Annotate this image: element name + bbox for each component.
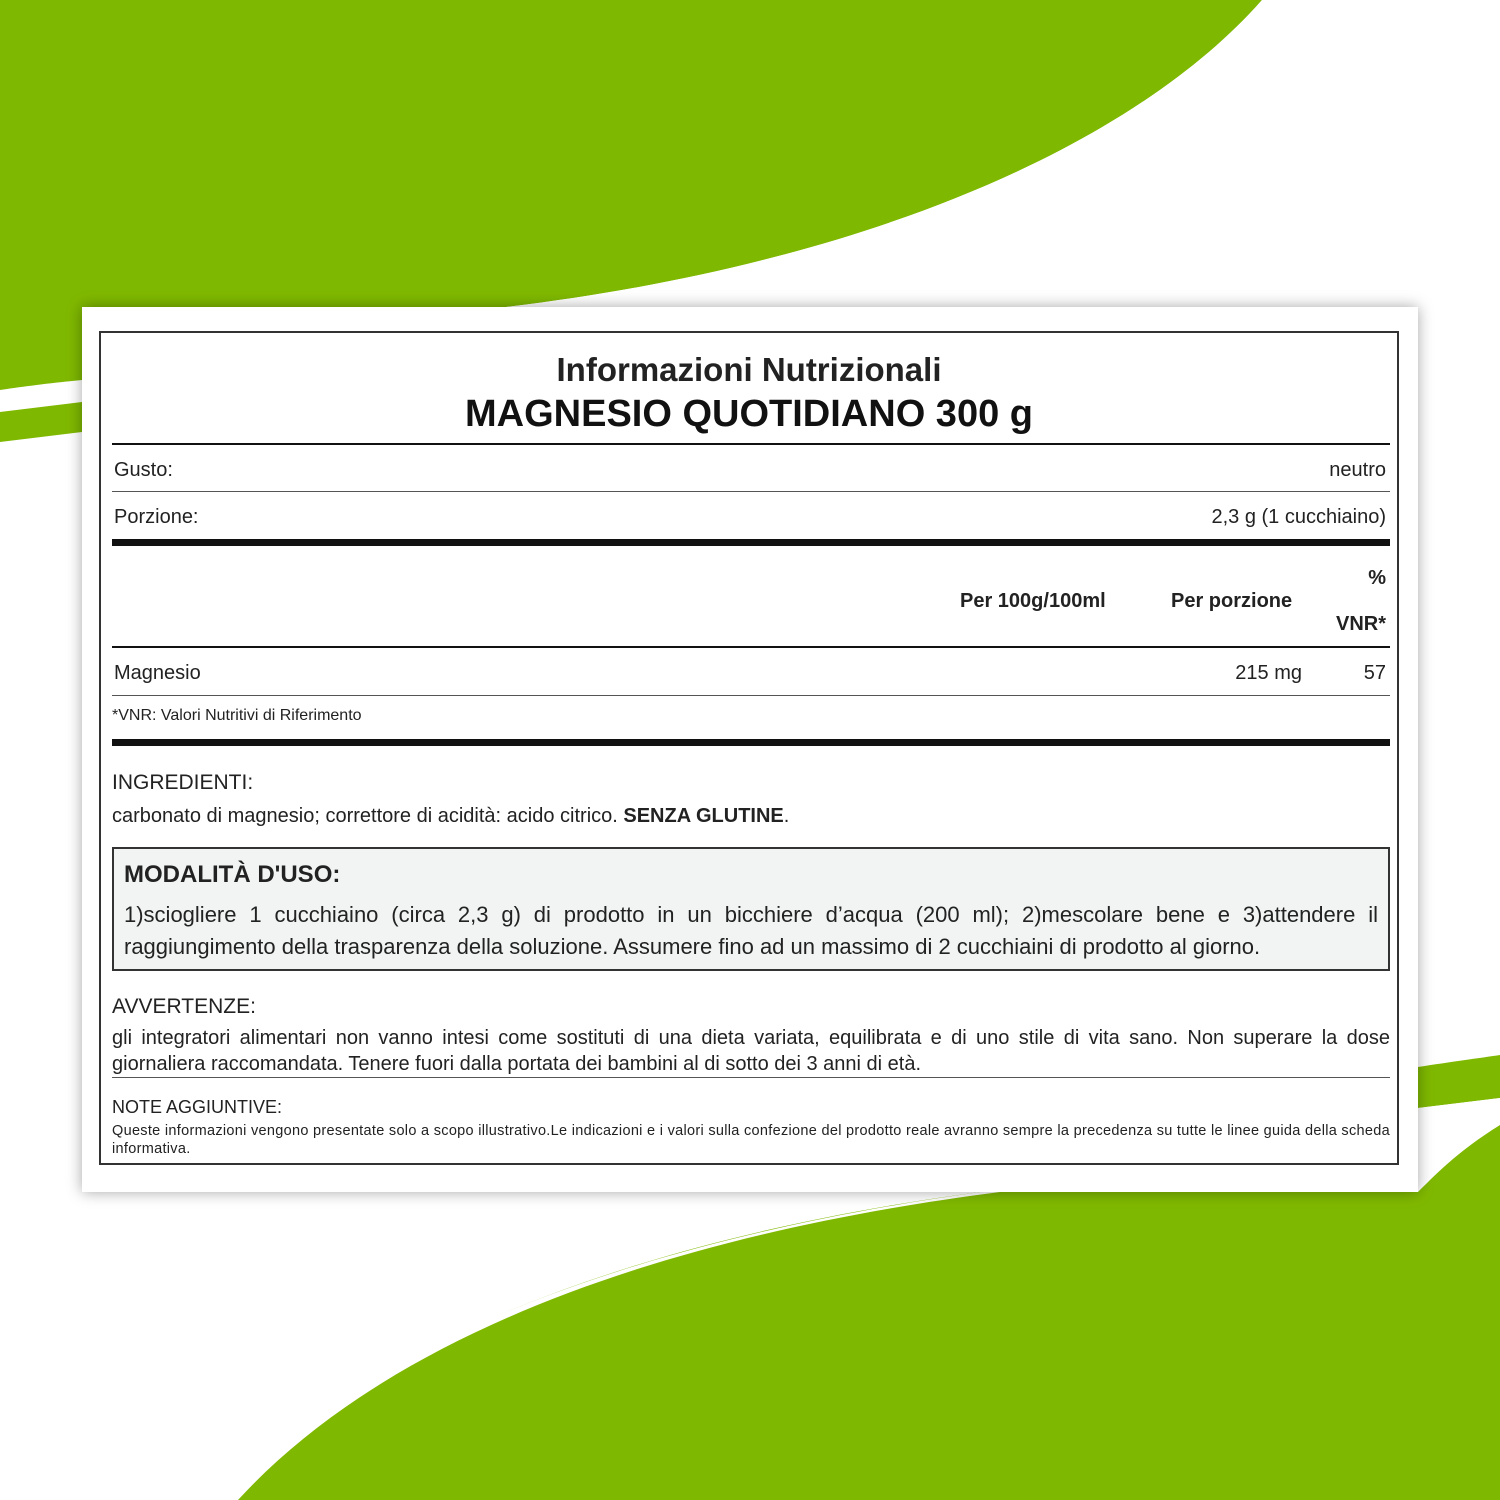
ingredients-list: carbonato di magnesio; correttore di acidità: acido citrico. — [112, 805, 618, 827]
column-header-vnr-percent: % — [1368, 567, 1386, 589]
label-title: Informazioni Nutrizionali — [556, 351, 942, 388]
divider — [112, 695, 1390, 696]
warnings-text: gli integratori alimentari non vanno intesi come sostituti di una dieta variata, equilibrata e di uno stile di vita sano. Non superare la dose giornaliera raccomandata. Tenere fuori dalla portata dei bambini al di sotto dei 3 anni di età. — [112, 1027, 1390, 1075]
nutrition-label-card — [82, 307, 1418, 1192]
product-name: MAGNESIO QUOTIDIANO 300 g — [465, 393, 1033, 435]
nutrient-name: Magnesio — [114, 662, 201, 684]
nutrition-label-frame — [99, 331, 1399, 1165]
thick-divider — [112, 539, 1390, 546]
divider — [112, 491, 1390, 492]
usage-text: 1)sciogliere 1 cucchiaino (circa 2,3 g) di prodotto in un bicchiere d’acqua (200 ml); 2)mescolare bene e 3)attendere il raggiungimento della trasparenza della soluzione. Assumere fino ad un massimo di 2 cucchiaini di prodotto al giorno. — [124, 902, 1378, 959]
ingredients-text — [112, 803, 1390, 829]
notes-text: Queste informazioni vengono presentate solo a scopo illustrativo.Le indicazioni e i valori sulla confezione del prodotto reale avranno sempre la precedenza su tutte le linee guida della scheda informativa. — [112, 1123, 1390, 1157]
usage-title: MODALITÀ D'USO: — [124, 861, 341, 888]
divider — [112, 1077, 1390, 1078]
divider — [112, 646, 1390, 648]
ingredients-end: . — [783, 805, 790, 827]
flavor-value: neutro — [1329, 459, 1386, 481]
divider — [112, 443, 1390, 445]
gluten-free-note: SENZA GLUTINE — [623, 805, 784, 827]
notes-title: NOTE AGGIUNTIVE: — [112, 1097, 283, 1117]
vnr-footnote: *VNR: Valori Nutritivi di Riferimento — [112, 707, 362, 724]
serving-label: Porzione: — [114, 506, 199, 528]
ingredients-title: INGREDIENTI: — [112, 771, 254, 794]
flavor-label: Gusto: — [114, 459, 173, 481]
usage-box — [112, 847, 1390, 971]
nutrient-per-serving: 215 mg — [1235, 662, 1302, 684]
nutrient-vnr: 57 — [1363, 662, 1386, 684]
column-header-per-serving: Per porzione — [1171, 590, 1293, 612]
column-header-per-100: Per 100g/100ml — [960, 590, 1106, 612]
warnings-title: AVVERTENZE: — [112, 995, 256, 1018]
serving-value: 2,3 g (1 cucchiaino) — [1211, 506, 1386, 528]
column-header-vnr: VNR* — [1335, 613, 1386, 635]
thick-divider — [112, 739, 1390, 746]
